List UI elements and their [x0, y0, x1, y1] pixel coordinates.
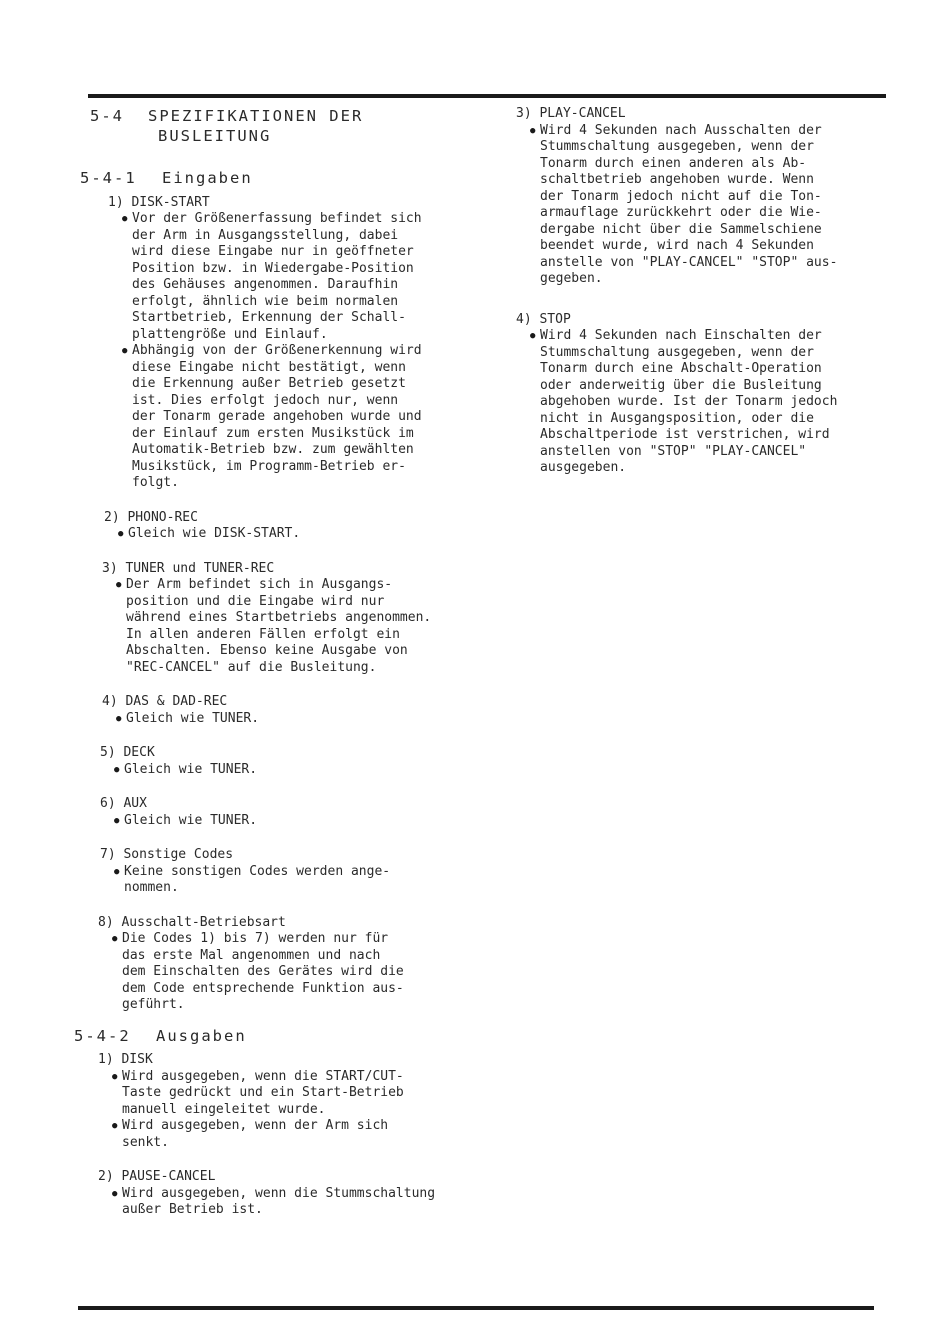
item-title: 4) STOP [516, 311, 571, 327]
bullet-paragraph [122, 343, 480, 492]
bottom-rule [78, 1306, 874, 1310]
text-line: nicht in Ausgangsposition, oder die [540, 410, 814, 426]
bullet-paragraph [114, 864, 480, 897]
text-line: ● Die Codes 1) bis 7) werden nur für [122, 931, 389, 946]
bullet-paragraph [118, 526, 480, 543]
list-item [104, 510, 480, 543]
outputs-heading [74, 1028, 480, 1045]
text-line: dem Einschalten des Gerätes wird die [122, 964, 404, 979]
item-title: 6) AUX [100, 796, 147, 811]
list-item [108, 195, 480, 492]
text-line: nommen. [124, 880, 179, 895]
text-line: armauflage zurückkehrt oder die Wie- [540, 205, 822, 220]
text-line: senkt. [122, 1134, 169, 1150]
text-line: abgehoben wurde. Ist der Tonarm jedoch [540, 394, 838, 409]
text-line: manuell eingeleitet wurde. [122, 1101, 326, 1117]
section-title-line1: SPEZIFIKATIONEN DER [148, 107, 364, 125]
text-line: beendet wurde, wird nach 4 Sekunden [540, 238, 814, 253]
text-line: außer Betrieb ist. [122, 1202, 263, 1217]
list-item [98, 1052, 480, 1151]
text-line: Taste gedrückt und ein Start-Betrieb [122, 1085, 404, 1100]
text-line: oder anderweitig über die Busleitung [540, 377, 822, 393]
item-title: 2) PHONO-REC [104, 509, 198, 525]
text-line: Abschaltperiode ist verstrichen, wird [540, 427, 830, 442]
text-line: Automatik-Betrieb bzw. zum gewählten [132, 442, 414, 457]
bullet-paragraph [112, 931, 480, 1014]
bullet-paragraph [112, 1069, 480, 1119]
text-line: des Gehäuses angenommen. Daraufhin [132, 277, 399, 292]
outputs-number: 5-4-2 [74, 1026, 131, 1045]
item-title: 7) Sonstige Codes [100, 847, 234, 862]
text-line: position und die Eingabe wird nur [126, 593, 385, 609]
text-line: erfolgt, ähnlich wie beim normalen [132, 293, 399, 309]
list-item [100, 796, 480, 829]
text-line: ● Gleich wie TUNER. [124, 812, 258, 828]
text-line: anstelle von "PLAY-CANCEL" "STOP" aus- [540, 254, 838, 270]
inputs-heading [80, 170, 480, 187]
text-line: der Tonarm jedoch nicht auf die Ton- [540, 188, 822, 204]
list-item [102, 694, 480, 727]
text-line: ● Wird ausgegeben, wenn die START/CUT- [122, 1068, 404, 1084]
list-item [98, 1169, 480, 1219]
text-line: ● Keine sonstigen Codes werden ange- [124, 863, 391, 879]
bullet-paragraph [530, 123, 868, 288]
bullet-paragraph [116, 577, 480, 676]
text-line: ● Wird 4 Sekunden nach Ausschalten der [540, 122, 822, 138]
bullet-paragraph [112, 1118, 480, 1151]
bullet-paragraph [114, 762, 480, 779]
bullet-paragraph [114, 813, 480, 830]
text-line: ausgegeben. [540, 460, 627, 475]
bullet-paragraph [116, 711, 480, 728]
outputs-list [80, 1052, 480, 1219]
item-title: 2) PAUSE-CANCEL [98, 1169, 216, 1184]
text-line: "REC-CANCEL" auf die Busleitung. [126, 659, 377, 675]
text-line: der Einlauf zum ersten Musikstück im [132, 425, 414, 441]
text-line: während eines Startbetriebs angenommen. [126, 610, 432, 625]
text-line: Abschalten. Ebenso keine Ausgabe von [126, 643, 408, 658]
text-line: Startbetrieb, Erkennung der Schall- [132, 310, 406, 325]
item-title: 4) DAS & DAD-REC [102, 694, 228, 709]
inputs-number: 5-4-1 [80, 169, 137, 187]
item-title: 1) DISK [98, 1052, 153, 1067]
text-line: der Arm in Ausgangsstellung, dabei [132, 227, 399, 243]
bullet-paragraph [112, 1186, 480, 1219]
text-line: ● Der Arm befindet sich in Ausgangs- [126, 577, 393, 592]
text-line: Position bzw. in Wiedergabe-Position [132, 260, 414, 276]
text-line: wird diese Eingabe nur in geöffneter [132, 244, 414, 259]
list-item [100, 745, 480, 778]
left-column [74, 106, 480, 1219]
text-line: dergabe nicht über die Sammelschiene [540, 221, 822, 237]
bullet-paragraph [530, 328, 868, 477]
text-line: In allen anderen Fällen erfolgt ein [126, 626, 400, 642]
list-item [516, 312, 868, 477]
section-number: 5-4 [90, 107, 124, 125]
text-line: das erste Mal angenommen und nach [122, 947, 381, 963]
inputs-list [80, 195, 480, 1014]
text-line: Stummschaltung ausgegeben, wenn der [540, 139, 814, 154]
list-item [102, 561, 480, 677]
text-line: ● Gleich wie DISK-START. [128, 526, 301, 541]
text-line: ● Gleich wie TUNER. [124, 761, 258, 777]
section-title-line2: BUSLEITUNG [158, 127, 272, 145]
inputs-title: Eingaben [162, 169, 253, 187]
text-line: ● Wird 4 Sekunden nach Einschalten der [540, 328, 822, 343]
text-line: ist. Dies erfolgt jedoch nur, wenn [132, 392, 399, 408]
item-title: 1) DISK-START [108, 194, 210, 210]
text-line: die Erkennung außer Betrieb gesetzt [132, 376, 406, 391]
item-title: 3) TUNER und TUNER-REC [102, 560, 275, 576]
text-line: diese Eingabe nicht bestätigt, wenn [132, 359, 406, 375]
text-line: dem Code entsprechende Funktion aus- [122, 980, 404, 996]
text-line: anstellen von "STOP" "PLAY-CANCEL" [540, 443, 807, 459]
text-line: folgt. [132, 475, 179, 490]
text-line: Tonarm durch einen anderen als Ab- [540, 155, 807, 171]
list-item [516, 106, 868, 288]
text-line: ● Gleich wie TUNER. [126, 710, 260, 726]
text-line: der Tonarm gerade angehoben wurde und [132, 409, 422, 424]
text-line: ● Abhängig von der Größenerkennung wird [132, 343, 422, 358]
list-item [100, 847, 480, 897]
text-line: Tonarm durch eine Abschalt-Operation [540, 361, 822, 376]
text-line: Stummschaltung ausgegeben, wenn der [540, 344, 814, 360]
text-line: ● Vor der Größenerfassung befindet sich [132, 211, 422, 226]
right-column [516, 106, 868, 477]
list-item [98, 915, 480, 1014]
text-line: schaltbetrieb angehoben wurde. Wenn [540, 172, 814, 187]
bullet-paragraph [122, 211, 480, 343]
text-line: plattengröße und Einlauf. [132, 326, 328, 342]
top-rule [88, 94, 886, 98]
section-heading [90, 106, 480, 146]
text-line: ● Wird ausgegeben, wenn der Arm sich [122, 1118, 389, 1133]
text-line: gegeben. [540, 271, 603, 286]
text-line: geführt. [122, 997, 185, 1012]
text-line: Musikstück, im Programm-Betrieb er- [132, 458, 406, 474]
item-title: 3) PLAY-CANCEL [516, 106, 626, 121]
outputs-title: Ausgaben [156, 1026, 247, 1045]
text-line: ● Wird ausgegeben, wenn die Stummschaltung [122, 1185, 436, 1201]
item-title: 8) Ausschalt-Betriebsart [98, 914, 286, 930]
item-title: 5) DECK [100, 745, 155, 760]
